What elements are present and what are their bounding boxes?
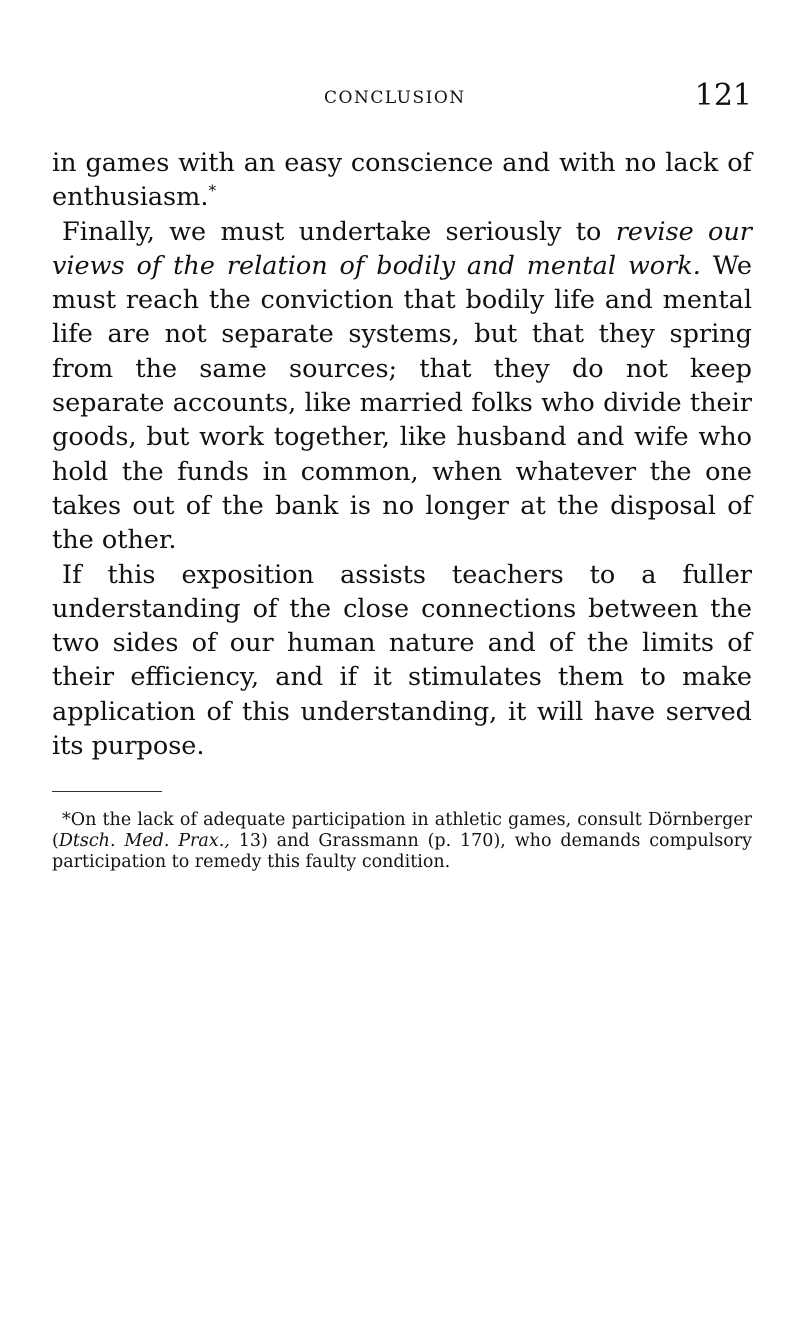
book-page <box>52 78 753 890</box>
paragraph-2-lead: Finally, we must undertake seriously to <box>62 216 616 247</box>
footnote-text-rest: 13) and Grassmann (p. 170), who demands compulsory participation to remedy this faulty condition. <box>52 830 752 872</box>
paragraph-finally <box>52 215 752 558</box>
paragraph-2-rest: We must reach the conviction that bodily life and mental life are not separate systems, but that they spring from the same sources; that they do not keep separate accounts, like married folks who divide their goods, but work together, like husband and wife who hold the funds in common, when whatever the one takes out of the bank is no longer at the disposal of the other. <box>52 250 753 556</box>
footnote-citation: Dtsch. Med. Prax., <box>58 830 230 851</box>
footnote <box>52 810 752 873</box>
paragraph-3-text: If this exposition assists teachers to a fuller understanding of the close connections between the two sides of our human nature and of the limits of their efficiency, and if it stimulates them to make application of this understanding, it will have served its purpose. <box>52 559 752 762</box>
paragraph-2-emphasis: revise our views of the relation of bodily and mental work. <box>52 216 752 281</box>
paragraph-continuation <box>52 146 752 215</box>
footnote-reference-marker: * <box>208 181 217 200</box>
body-text <box>52 146 752 763</box>
footnote-divider <box>52 791 162 792</box>
footnote-text-lead: On the lack of adequate participation in athletic games, consult Dörnberger ( <box>52 809 752 851</box>
footnote-marker: * <box>62 809 71 830</box>
paragraph-1-text: in games with an easy conscience and with no lack of enthusiasm. <box>52 148 752 213</box>
running-head: CONCLUSION <box>324 88 466 108</box>
page-header <box>52 78 752 122</box>
page-number: 121 <box>694 78 752 113</box>
paragraph-exposition <box>52 558 752 764</box>
